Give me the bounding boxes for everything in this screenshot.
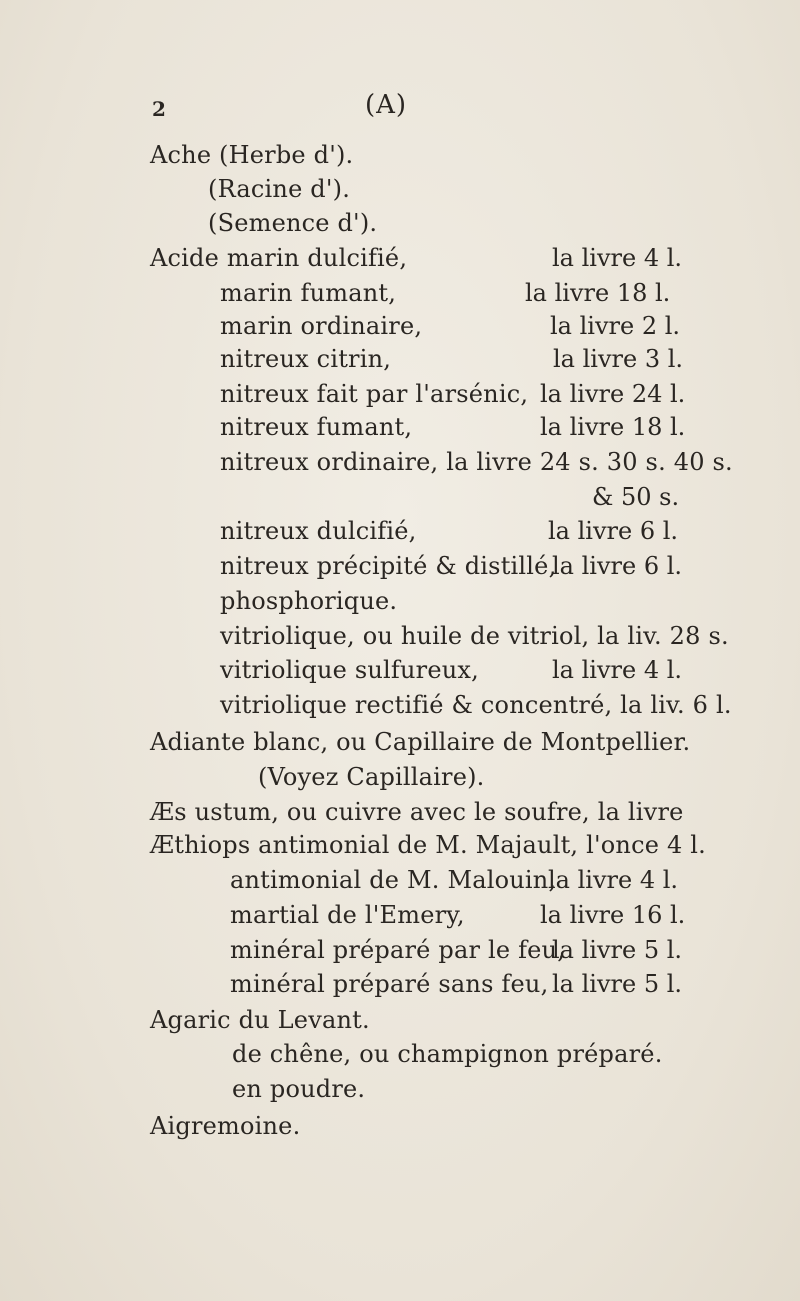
entry-aethiops-majault: Æthiops antimonial de M. Majault, l'once 4 l. xyxy=(150,831,706,859)
entry-vitriolique-sulfureux: vitriolique sulfureux, xyxy=(220,656,479,684)
entry-antimonial-malouin: antimonial de M. Malouin, xyxy=(230,866,557,894)
entry-marin-ordinaire: marin ordinaire, xyxy=(220,312,423,340)
entry-martial-emery: martial de l'Emery, xyxy=(230,901,465,929)
price-vitriolique-sulfureux: la livre 4 l. xyxy=(552,656,683,684)
entry-voyez-capillaire: (Voyez Capillaire). xyxy=(258,763,485,791)
entry-adiante: Adiante blanc, ou Capillaire de Montpellier. xyxy=(150,728,691,756)
entry-nitreux-citrin: nitreux citrin, xyxy=(220,345,392,373)
price-nitreux-ordinaire-cont: & 50 s. xyxy=(592,483,680,511)
price-marin-fumant: la livre 18 l. xyxy=(525,279,671,307)
entry-mineral-sans-feu: minéral préparé sans feu, xyxy=(230,970,549,998)
entry-marin-fumant: marin fumant, xyxy=(220,279,397,307)
entry-aes-ustum: Æs ustum, ou cuivre avec le soufre, la livre xyxy=(150,798,684,826)
entry-ache-semence: (Semence d'). xyxy=(208,209,378,237)
price-nitreux-arsenic: la livre 24 l. xyxy=(540,380,686,408)
price-mineral-feu: la livre 5 l. xyxy=(552,936,683,964)
price-acide-marin-dulcifie: la livre 4 l. xyxy=(552,244,683,272)
price-nitreux-citrin: la livre 3 l. xyxy=(553,345,684,373)
price-antimonial-malouin: la livre 4 l. xyxy=(548,866,679,894)
entry-ache-herbe: Ache (Herbe d'). xyxy=(150,141,354,169)
section-header: (A) xyxy=(365,90,408,120)
price-nitreux-dulcifie: la livre 6 l. xyxy=(548,517,679,545)
entry-aigremoine: Aigremoine. xyxy=(150,1112,301,1140)
entry-vitriolique-rectifie: vitriolique rectifié & concentré, la liv. 6 l. xyxy=(220,691,732,719)
entry-phosphorique: phosphorique. xyxy=(220,587,398,615)
entry-nitreux-ordinaire: nitreux ordinaire, la livre 24 s. 30 s. 40 s. xyxy=(220,448,733,476)
entry-ache-racine: (Racine d'). xyxy=(208,175,351,203)
entry-nitreux-fumant: nitreux fumant, xyxy=(220,413,413,441)
entry-vitriolique: vitriolique, ou huile de vitriol, la liv. 28 s. xyxy=(220,622,729,650)
entry-agaric-levant: Agaric du Levant. xyxy=(150,1006,370,1034)
page-number: 2 xyxy=(152,97,166,121)
entry-acide-marin-dulcifie: Acide marin dulcifié, xyxy=(150,244,408,272)
price-nitreux-precipite: la livre 6 l. xyxy=(552,552,683,580)
price-martial-emery: la livre 16 l. xyxy=(540,901,686,929)
entry-nitreux-dulcifie: nitreux dulcifié, xyxy=(220,517,417,545)
price-mineral-sans-feu: la livre 5 l. xyxy=(552,970,683,998)
entry-nitreux-precipite: nitreux précipité & distillé, xyxy=(220,552,557,580)
price-marin-ordinaire: la livre 2 l. xyxy=(550,312,681,340)
entry-agaric-chene: de chêne, ou champignon préparé. xyxy=(232,1040,663,1068)
price-nitreux-fumant: la livre 18 l. xyxy=(540,413,686,441)
entry-agaric-poudre: en poudre. xyxy=(232,1075,366,1103)
entry-mineral-feu: minéral préparé par le feu, xyxy=(230,936,566,964)
entry-nitreux-arsenic: nitreux fait par l'arsénic, xyxy=(220,380,529,408)
